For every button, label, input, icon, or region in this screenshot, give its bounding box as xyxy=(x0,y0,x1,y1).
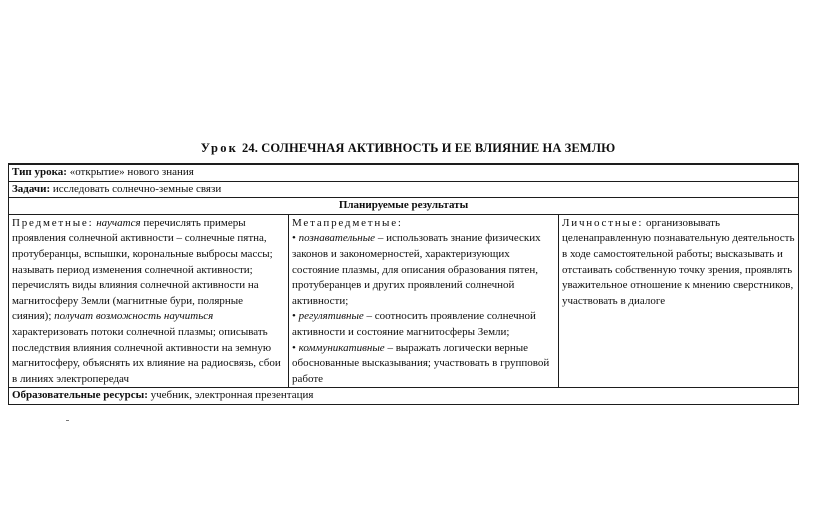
personal-label: Личностные: xyxy=(562,216,644,229)
meta-cognitive xyxy=(292,231,555,309)
personal-text: организовывать целенаправленную познавательную деятельность в ходе самостоятельной работы; высказывать и отстаивать собственную точку зрения, проявлять уважительное отношение к мнению сверстников, участвовать в диалоге xyxy=(562,216,795,307)
lesson-plan-table xyxy=(8,163,799,405)
meta-regulatory xyxy=(292,309,555,340)
subject-will-learn: научатся xyxy=(96,216,141,229)
planned-results-header: Планируемые результаты xyxy=(9,198,799,215)
meta-cognitive-text: – использовать знание физических законов и закономерностей, характеризующих состояние плазмы, для описания образования пятен, протуберанцев и других проявлений солнечной активности; xyxy=(292,232,541,307)
tasks-value: исследовать солнечно-земные связи xyxy=(50,182,222,195)
lesson-title xyxy=(0,141,816,156)
meta-regulatory-text: – соотносить проявление солнечной активности и состояние магнитосферы Земли; xyxy=(292,310,536,338)
results-row xyxy=(9,214,799,388)
scan-speck xyxy=(66,420,69,421)
lesson-type-label: Тип урока: xyxy=(12,166,67,178)
bullet-icon: • xyxy=(292,341,296,354)
subject-text-1: перечислять примеры проявления солнечной активности – солнечные пятна, протуберанцы, вспышки, корональные выбросы массы; называть период изменения солнечной активности; перечислять виды влияния солнечной активности на магнитосферу Земли (магнитные бури, полярные сияния); xyxy=(12,216,273,323)
bullet-icon: • xyxy=(292,310,296,323)
lesson-type-value: «открытие» нового знания xyxy=(66,166,194,178)
meta-results-cell xyxy=(289,214,559,388)
meta-cognitive-label: познавательные xyxy=(298,232,376,245)
tasks-label: Задачи: xyxy=(12,182,51,195)
personal-results-cell xyxy=(559,214,799,388)
subject-label: Предметные: xyxy=(12,216,94,229)
planned-results-header-row xyxy=(9,198,799,215)
subject-text-2: характеризовать потоки солнечной плазмы; описывать последствия влияния солнечной активности на земную магнитосферу, объяснять их влияние на радиосвязь, сбои в линиях электропередач xyxy=(12,325,281,385)
resources-value: учебник, электронная презентация xyxy=(147,389,314,402)
meta-communicative xyxy=(292,341,555,388)
meta-regulatory-label: регулятивные xyxy=(298,310,364,323)
subject-results-cell xyxy=(9,214,289,388)
resources-row xyxy=(9,388,799,405)
resources-label: Образовательные ресурсы: xyxy=(12,389,148,402)
bullet-icon: • xyxy=(292,232,296,245)
lesson-label: Урок xyxy=(200,141,239,155)
subject-will-have-opportunity: получат возможность научиться xyxy=(54,310,214,323)
meta-communicative-label: коммуникативные xyxy=(298,341,385,354)
lesson-title-text: 24. СОЛНЕЧНАЯ АКТИВНОСТЬ И ЕЕ ВЛИЯНИЕ НА ЗЕМЛЮ xyxy=(242,141,616,155)
meta-label: Метапредметные: xyxy=(292,216,403,229)
meta-communicative-text: – выражать логически верные обоснованные высказывания; участвовать в групповой работе xyxy=(292,341,550,385)
lesson-type-row xyxy=(9,164,799,181)
tasks-row xyxy=(9,181,799,198)
